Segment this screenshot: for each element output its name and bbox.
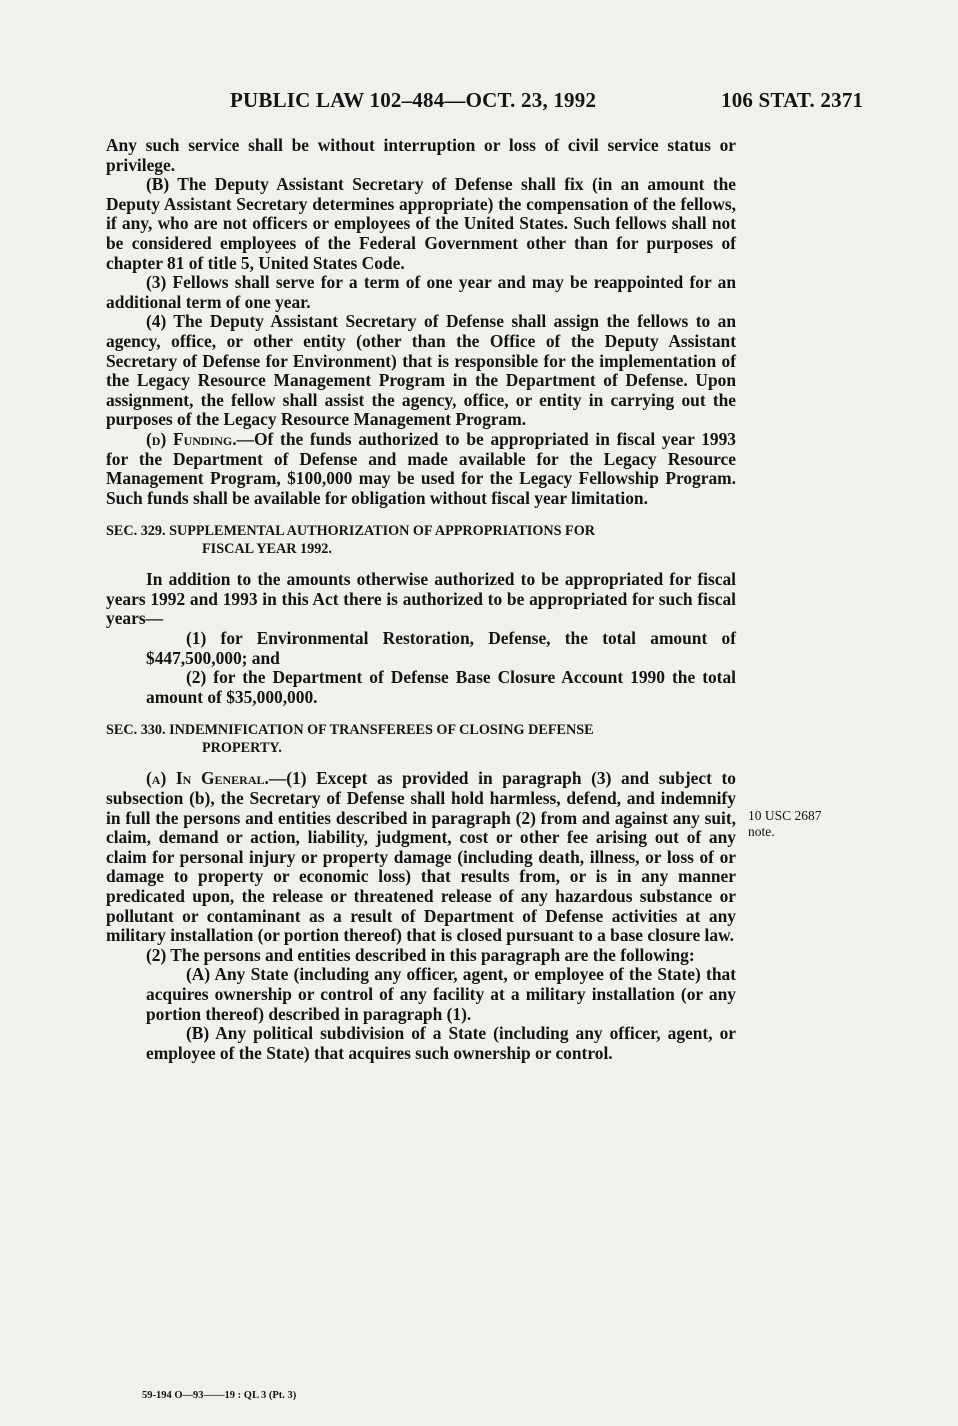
section-heading-line: PROPERTY. <box>202 740 282 757</box>
paragraph: (3) Fellows shall serve for a term of one year and may be reappointed for an additional term of one year. <box>106 272 736 312</box>
subsection-heading: (d) Funding. <box>146 428 237 449</box>
section-heading-line: SEC. 330. INDEMNIFICATION OF TRANSFEREES OF CLOSING DEFENSE <box>106 722 594 739</box>
paragraph: (4) The Deputy Assistant Secretary of Defense shall assign the fellows to an agency, office, or other entity (other than the Office of the Deputy Assistant Secretary of Defense for Environment) that is responsible for the implementation of the Legacy Resource Management Program in the Department of Defense. Upon assignment, the fellow shall assist the agency, office, or entity in carrying out the purposes of the Legacy Resource Management Program. <box>106 311 736 430</box>
section-heading <box>106 522 736 558</box>
section-heading <box>106 721 736 757</box>
paragraph: (B) The Deputy Assistant Secretary of Defense shall fix (in an amount the Deputy Assistant Secretary determines appropriate) the compensation of the fellows, if any, who are not officers or employees of the United States. Such fellows shall not be considered employees of the Federal Government other than for purposes of chapter 81 of title 5, United States Code. <box>106 174 736 273</box>
paragraph-text: —(1) Except as provided in paragraph (3) and subject to subsection (b), the Secretary of Defense shall hold harmless, defend, and indemnify in full the persons and entities described in paragraph (2) from and against any suit, claim, demand or action, liability, judgment, cost or other fee arising out of any claim for personal injury or property damage (including death, illness, or loss of or damage to property or economic loss) that results from, or is in any manner predicated upon, the release or threatened release of any hazardous substance or pollutant or contaminant as a result of Department of Defense activities at any military installation (or portion thereof) that is closed pursuant to a base closure law. <box>106 768 736 946</box>
stat-citation: 106 STAT. 2371 <box>721 88 864 112</box>
section-heading-line: FISCAL YEAR 1992. <box>202 541 332 558</box>
paragraph-text: —Of the funds authorized to be appropriated in fiscal year 1993 for the Department of Defense and made available for the Legacy Resource Management Program, $100,000 may be used for the Legacy Fellowship Program. Such funds shall be available for obligation without fiscal year limitation. <box>106 428 736 508</box>
paragraph: (2) The persons and entities described in this paragraph are the following: <box>146 944 695 965</box>
section-heading-line: SEC. 329. SUPPLEMENTAL AUTHORIZATION OF APPROPRIATIONS FOR <box>106 523 595 540</box>
margin-note-line: note. <box>748 823 775 839</box>
print-footer: 59-194 O—93——19 : QL 3 (Pt. 3) <box>142 1390 297 1401</box>
law-title: PUBLIC LAW 102–484—OCT. 23, 1992 <box>230 88 597 112</box>
paragraph: (2) for the Department of Defense Base Closure Account 1990 the total amount of $35,000,000. <box>146 667 736 707</box>
subsection-heading: (a) In General. <box>146 768 269 789</box>
margin-note <box>748 808 858 839</box>
margin-note-line: 10 USC 2687 <box>748 808 822 823</box>
paragraph: (B) Any political subdivision of a State (including any officer, agent, or employee of the State) that acquires such ownership or control. <box>146 1023 736 1063</box>
paragraph: (1) for Environmental Restoration, Defense, the total amount of $447,500,000; and <box>146 628 736 668</box>
paragraph <box>106 430 736 508</box>
paragraph: In addition to the amounts otherwise authorized to be appropriated for fiscal years 1992 and 1993 in this Act there is authorized to be appropriated for such fiscal years— <box>106 569 736 629</box>
paragraph: (A) Any State (including any officer, agent, or employee of the State) that acquires ownership or control of any facility at a military installation (or any portion thereof) described in paragraph (1). <box>146 964 736 1024</box>
paragraph <box>106 769 736 945</box>
paragraph: Any such service shall be without interruption or loss of civil service status or privilege. <box>106 135 736 175</box>
body-text <box>106 136 736 1063</box>
